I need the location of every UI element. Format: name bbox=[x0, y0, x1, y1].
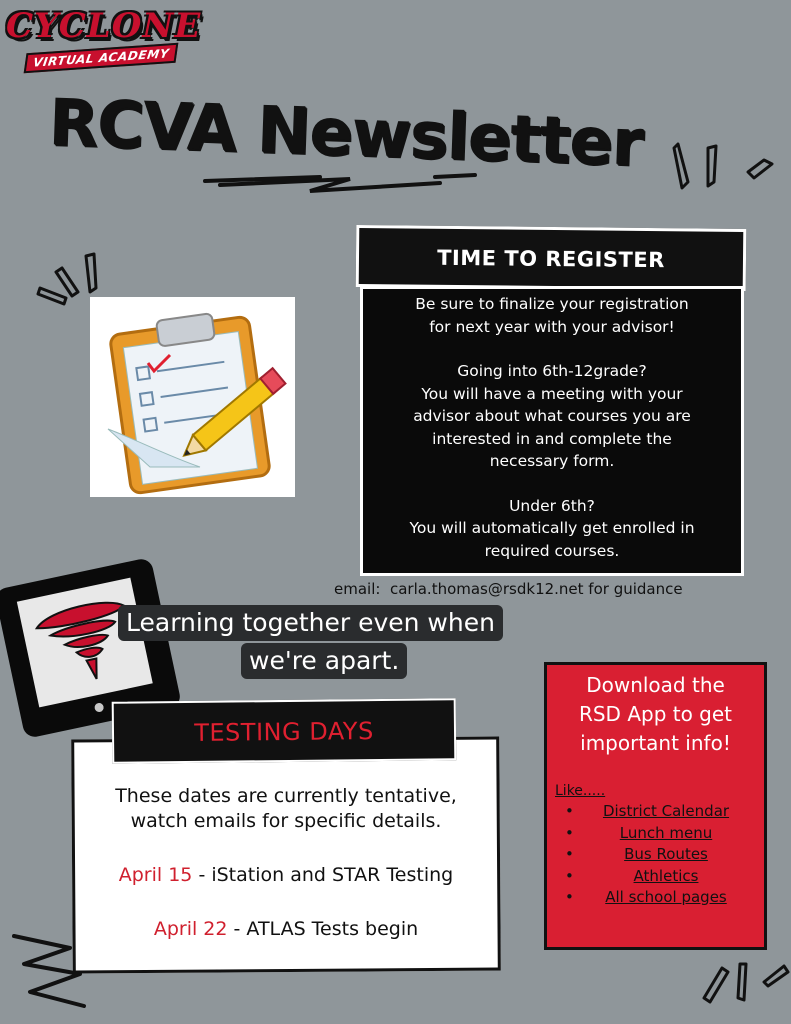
tornado-icon bbox=[17, 578, 153, 708]
testing-intro bbox=[72, 784, 500, 834]
logo-wordmark: CYCLONE bbox=[6, 6, 202, 46]
clipboard-pencil-icon bbox=[90, 297, 295, 497]
register-text: You will automatically get enrolled in bbox=[409, 519, 695, 537]
testing-date-row bbox=[72, 918, 500, 940]
tablet-home-button bbox=[94, 702, 105, 713]
app-link-bus-routes[interactable] bbox=[559, 844, 759, 866]
register-text: advisor about what courses you are bbox=[413, 407, 691, 425]
testing-desc: - iStation and STAR Testing bbox=[192, 864, 454, 886]
testing-date: April 22 bbox=[153, 918, 228, 940]
app-like-label: Like..... bbox=[555, 783, 606, 799]
title-underline-scribble bbox=[200, 165, 480, 205]
register-body bbox=[360, 286, 744, 576]
testing-date: April 15 bbox=[118, 864, 193, 886]
testing-intro-text: watch emails for specific details. bbox=[130, 810, 442, 832]
register-paragraph-2 bbox=[369, 360, 735, 473]
register-paragraph-3 bbox=[369, 495, 735, 563]
testing-header-text: TESTING DAYS bbox=[194, 717, 374, 747]
title-sparkle-icon bbox=[668, 138, 778, 198]
app-link-list bbox=[559, 801, 759, 909]
register-text: Under 6th? bbox=[509, 496, 595, 515]
register-header bbox=[356, 225, 747, 291]
zigzag-scribble-icon bbox=[10, 930, 110, 1020]
testing-date-row bbox=[72, 864, 500, 886]
register-text: necessary form. bbox=[489, 452, 615, 470]
testing-desc: - ATLAS Tests begin bbox=[227, 918, 419, 940]
register-text: You will have a meeting with your bbox=[421, 384, 683, 403]
app-link-text[interactable]: Bus Routes bbox=[624, 845, 708, 863]
register-text: required courses. bbox=[484, 541, 620, 560]
app-link-district-calendar[interactable] bbox=[559, 801, 759, 823]
app-title-text: RSD App to get bbox=[578, 702, 733, 726]
app-title-text: important info! bbox=[580, 731, 731, 755]
app-card-title bbox=[547, 671, 764, 758]
app-link-text[interactable]: Lunch menu bbox=[619, 823, 713, 842]
app-link-text[interactable]: District Calendar bbox=[602, 802, 730, 820]
register-text: for next year with your advisor! bbox=[429, 317, 675, 336]
app-link-all-school-pages[interactable] bbox=[559, 887, 759, 909]
app-title-text: Download the bbox=[586, 673, 725, 697]
clipboard-sparkle-icon bbox=[36, 250, 106, 310]
tablet-screen bbox=[17, 578, 153, 708]
rsd-app-card bbox=[544, 662, 767, 950]
register-text: Going into 6th-12grade? bbox=[457, 362, 647, 380]
register-text: Be sure to finalize your registration bbox=[415, 295, 689, 313]
app-link-text[interactable]: All school pages bbox=[605, 888, 727, 906]
app-link-text[interactable]: Athletics bbox=[633, 866, 699, 885]
app-link-athletics[interactable] bbox=[559, 866, 759, 888]
learning-tagline-line-1: Learning together even when bbox=[118, 605, 503, 641]
bottom-sparkle-icon bbox=[700, 958, 790, 1018]
page-title: RCVA Newsletter bbox=[47, 86, 644, 181]
logo-band-text: VIRTUAL ACADEMY bbox=[32, 46, 171, 70]
testing-header bbox=[112, 698, 457, 764]
register-header-text: TIME TO REGISTER bbox=[437, 245, 665, 273]
learning-tagline-line-2: we're apart. bbox=[241, 643, 407, 679]
register-paragraph-1 bbox=[369, 293, 735, 338]
email-guidance-line[interactable]: email: carla.thomas@rsdk12.net for guidance bbox=[334, 580, 683, 598]
app-link-lunch-menu[interactable] bbox=[559, 823, 759, 845]
cyclone-logo bbox=[0, 2, 200, 88]
register-text: interested in and complete the bbox=[432, 429, 672, 448]
testing-intro-text: These dates are currently tentative, bbox=[115, 785, 457, 807]
clipboard-image bbox=[90, 297, 295, 497]
logo-band bbox=[24, 43, 179, 73]
